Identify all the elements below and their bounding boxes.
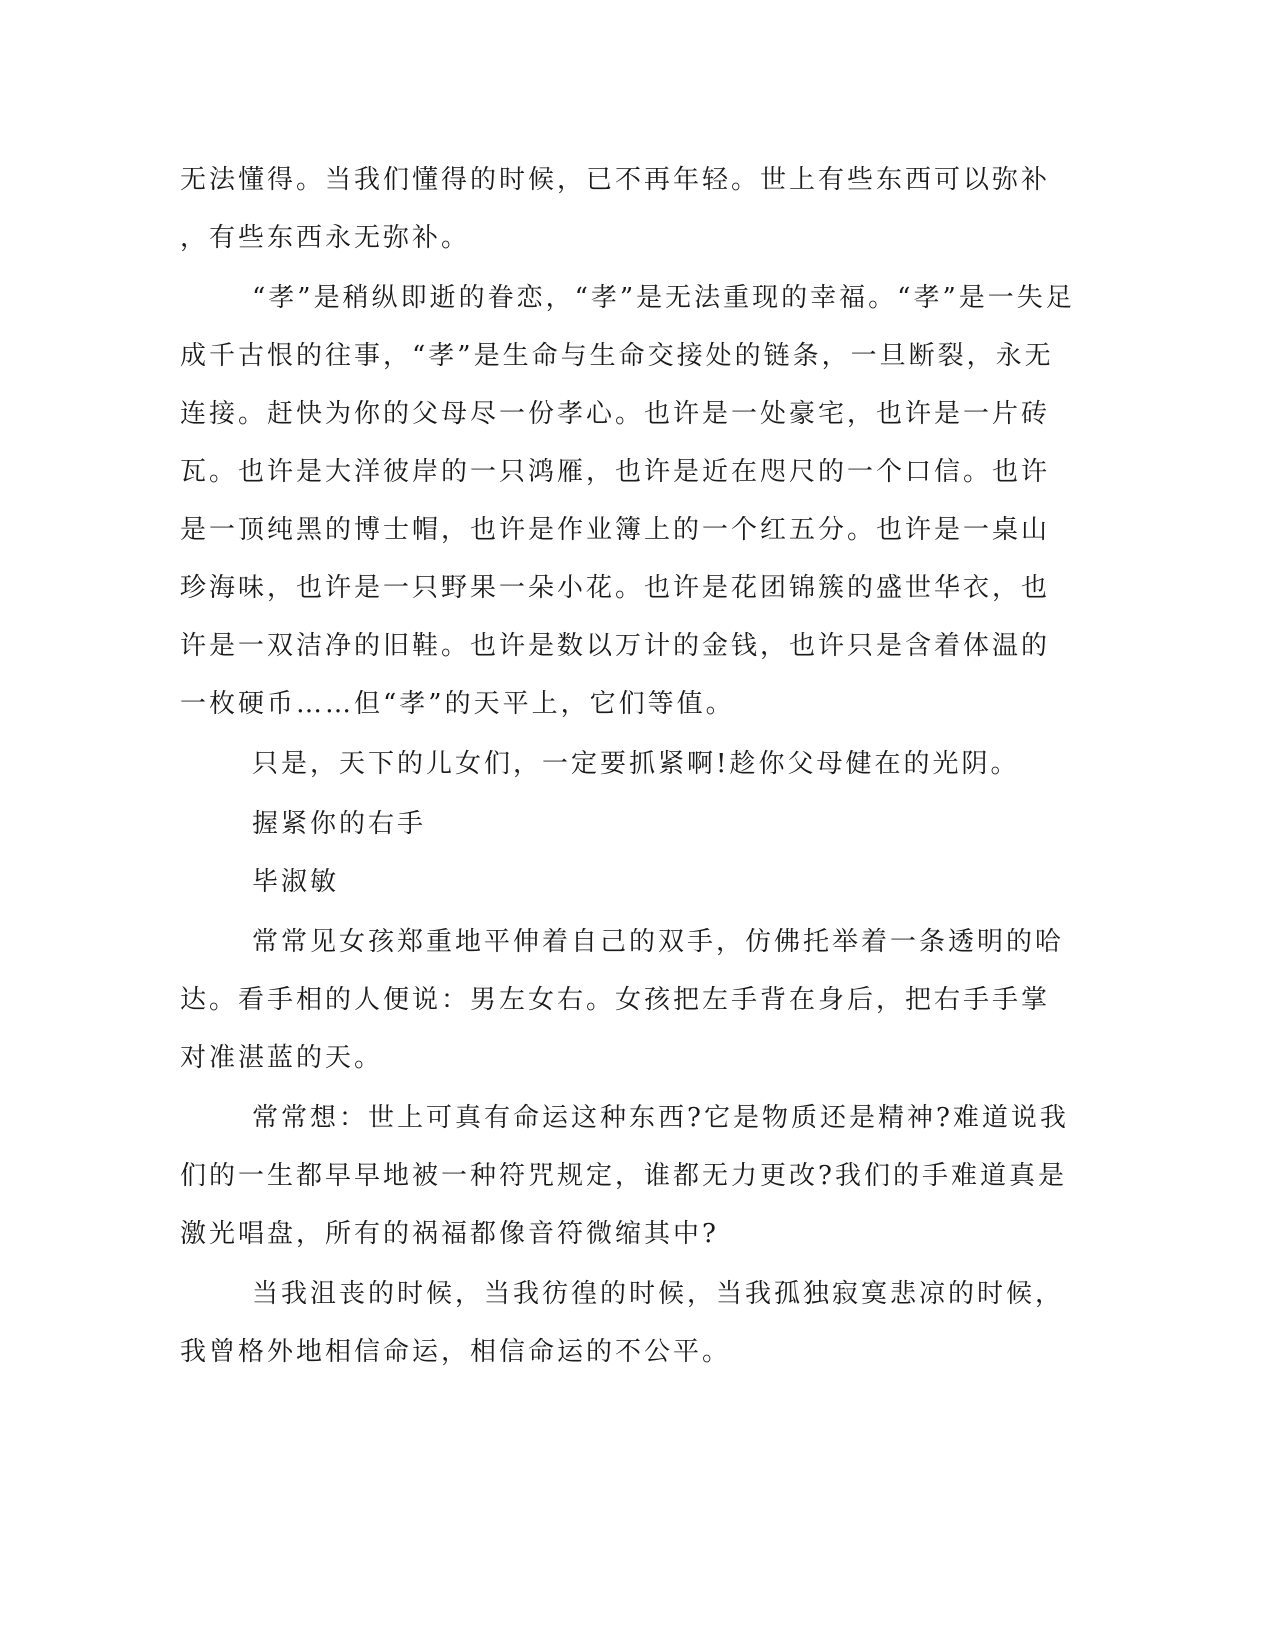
- text-line: 连接。赶快为你的父母尽一份孝心。也许是一处豪宅，也许是一片砖: [180, 399, 1051, 429]
- text-line: 达。看手相的人便说：男左女右。女孩把左手背在身后，把右手手掌: [180, 985, 1051, 1015]
- text-line: 成千古恨的往事，“孝”是生命与生命交接处的链条，一旦断裂，永无: [180, 341, 1054, 371]
- essay-author: 毕淑敏: [252, 867, 340, 897]
- text-line: ，有些东西永无弥补。: [180, 223, 471, 253]
- text-line: 是一顶纯黑的博士帽，也许是作业簿上的一个红五分。也许是一桌山: [180, 515, 1051, 545]
- text-line: 当我沮丧的时候，当我彷徨的时候，当我孤独寂寞悲凉的时候，: [252, 1279, 1065, 1309]
- text-line: 一枚硬币……但“孝”的天平上，它们等值。: [180, 689, 735, 719]
- text-line: 许是一双洁净的旧鞋。也许是数以万计的金钱，也许只是含着体温的: [180, 631, 1051, 661]
- text-line: 瓦。也许是大洋彼岸的一只鸿雁，也许是近在咫尺的一个口信。也许: [180, 457, 1051, 487]
- text-line: 常常想：世上可真有命运这种东西?它是物质还是精神?难道说我: [252, 1103, 1069, 1133]
- text-line: 常常见女孩郑重地平伸着自己的双手，仿佛托举着一条透明的哈: [252, 927, 1065, 957]
- text-line: 无法懂得。当我们懂得的时候，已不再年轻。世上有些东西可以弥补: [180, 165, 1051, 195]
- text-line: “孝”是稍纵即逝的眷恋，“孝”是无法重现的幸福。“孝”是一失足: [252, 283, 1075, 313]
- text-line: 对准湛蓝的天。: [180, 1043, 384, 1073]
- essay-title: 握紧你的右手: [252, 809, 427, 839]
- text-line: 们的一生都早早地被一种符咒规定，谁都无力更改?我们的手难道真是: [180, 1161, 1067, 1191]
- text-line: 珍海味，也许是一只野果一朵小花。也许是花团锦簇的盛世华衣，也: [180, 573, 1051, 603]
- text-line: 激光唱盘，所有的祸福都像音符微缩其中?: [180, 1219, 719, 1249]
- text-line: 只是，天下的儿女们，一定要抓紧啊!趁你父母健在的光阴。: [252, 749, 1020, 779]
- text-line: 我曾格外地相信命运，相信命运的不公平。: [180, 1337, 732, 1367]
